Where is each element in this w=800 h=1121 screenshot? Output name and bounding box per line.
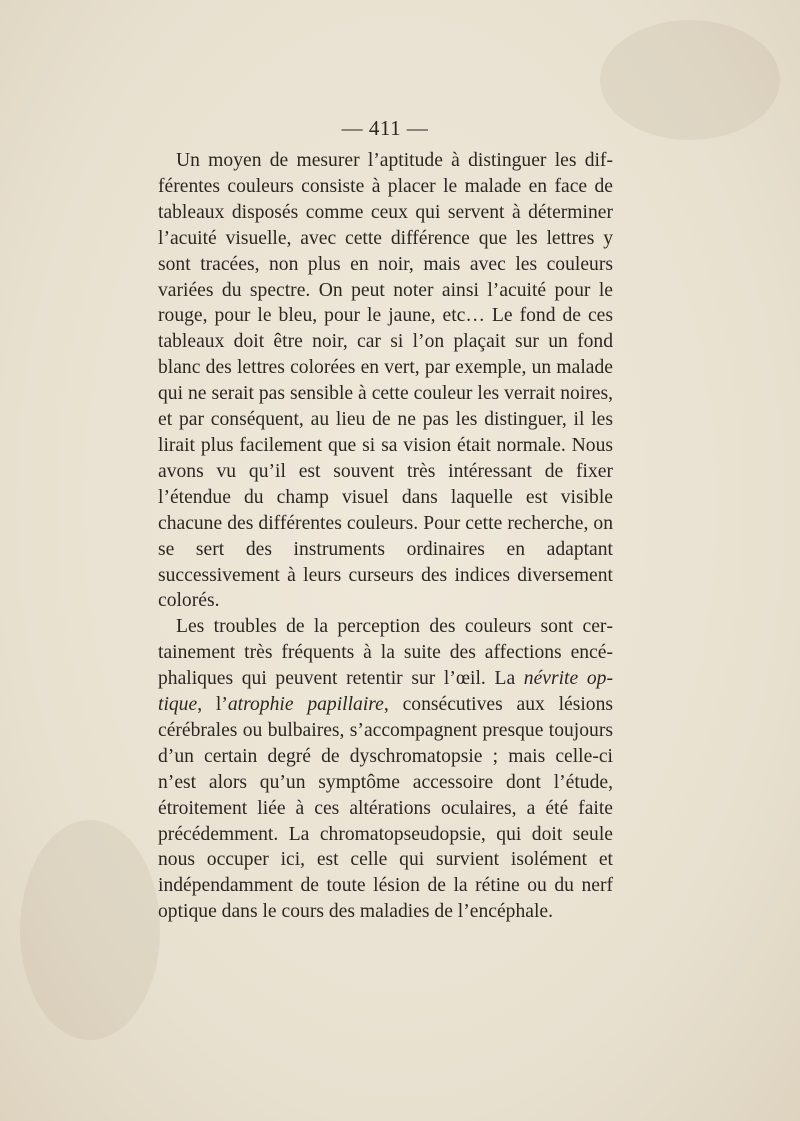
nevrite-optique-term: névrite optique — [158, 668, 613, 716]
paragraph-2-text-c: , consécutives aux lésions cérébrales ou bulbaires, s’accompagnent presque toujours d’un certain degré de dyschromatopsie ; mais celle-ci n’est alors qu’un symptôme accessoire dont l’étude, étroitement liée à ces altérations oculaires, a été faite précédemment. La chromatopseudopsie, qui doit seule nous occuper ici, est celle qui survient isolément et indépendamment de toute lésion de la rétine ou du nerf optique dans le cours des maladies de l’encéphale. — [158, 694, 614, 923]
page-number: — 411 — — [341, 116, 429, 140]
body-text — [158, 148, 613, 925]
paragraph-2-text-a: Les troubles de la perception des couleurs sont certainement très fréquents à la suite des affections encéphaliques qui peuvent retentir sur l’œil. La — [158, 616, 613, 690]
paragraph-2-text-b: , l’ — [197, 694, 228, 716]
paragraph-1: Un moyen de mesurer l’aptitude à distinguer les différentes couleurs consiste à placer le malade en face de tableaux disposés comme ceux qui servent à déterminer l’acuité visuelle, avec cette différence que les lettres y sont tracées, non plus en noir, mais avec les couleurs variées du spectre. On peut noter ainsi l’acuité pour le rouge, pour le bleu, pour le jaune, etc… Le fond de ces tableaux doit être noir, car si l’on plaçait sur un fond blanc des lettres colorées en vert, par exemple, un malade qui ne serait pas sensible à cette couleur les verrait noires, et par conséquent, au lieu de ne pas les distinguer, il les lirait plus facilement que si sa vision était normale. Nous avons vu qu’il est souvent très intéressant de fixer l’étendue du champ visuel dans laquelle est visible chacune des différentes couleurs. Pour cette recherche, on se sert des instruments ordinaires en adaptant successivement à leurs curseurs des indices diversement colorés. — [158, 150, 613, 612]
paragraph-2 — [158, 614, 613, 925]
paper-stain — [20, 820, 160, 1040]
atrophie-papillaire-term: atrophie papillaire — [227, 694, 384, 716]
